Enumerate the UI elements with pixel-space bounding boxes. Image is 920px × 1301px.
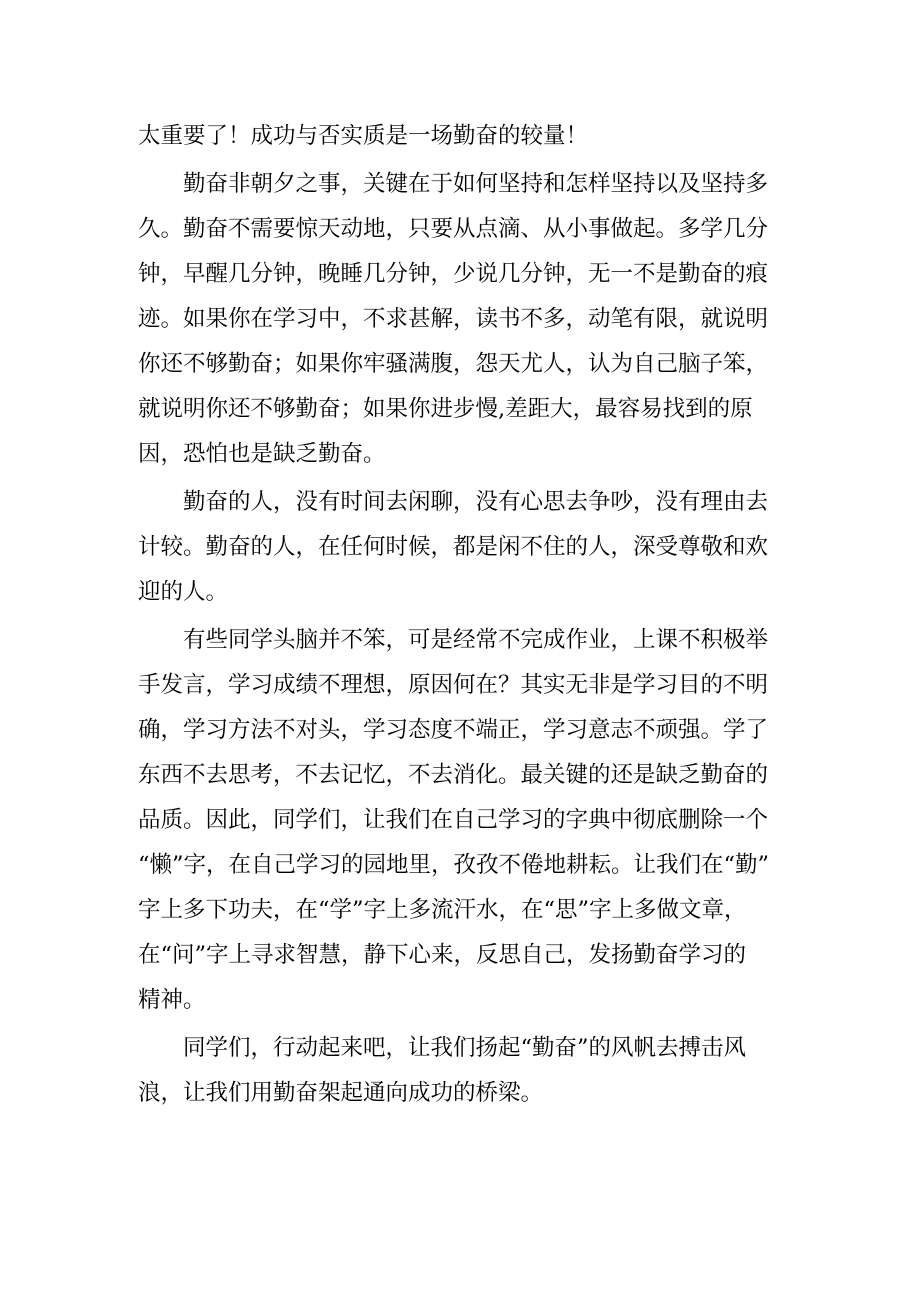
text-line: 钟，早醒几分钟，晚睡几分钟，少说几分钟，无一不是勤奋的痕 (138, 261, 769, 287)
text-line: 计较。勤奋的人，在任何时候，都是闲不住的人，深受尊敬和欢 (138, 534, 769, 560)
text-line: 迎的人。 (138, 579, 229, 605)
text-line: 因，恐怕也是缺乏勤奋。 (138, 441, 386, 467)
paragraph (138, 618, 788, 1023)
text-line: 精神。 (138, 987, 206, 1013)
text-line: “懒”字，在自己学习的园地里，孜孜不倦地耕耘。让我们在“勤” (138, 852, 770, 878)
text-line: 久。勤奋不需要惊天动地，只要从点滴、从小事做起。多学几分 (138, 216, 769, 242)
document-body (138, 114, 788, 1116)
text-line: 手发言，学习成绩不理想，原因何在？其实无非是学习目的不明 (138, 672, 769, 698)
text-line: 确，学习方法不对头，学习态度不端正，学习意志不顽强。学了 (138, 717, 769, 743)
text-line: 在“问”字上寻求智慧，静下心来，反思自己，发扬勤奋学习的 (138, 942, 747, 968)
text-line: 就说明你还不够勤奋；如果你进步慢,差距大，最容易找到的原 (138, 396, 753, 422)
text-line: 太重要了！成功与否实质是一场勤奋的较量！ (138, 123, 589, 149)
paragraph (138, 1026, 788, 1116)
text-line: 有些同学头脑并不笨，可是经常不完成作业，上课不积极举 (138, 627, 769, 653)
text-line: 字上多下功夫，在“学”字上多流汗水，在“思”字上多做文章， (138, 897, 747, 923)
text-line: 你还不够勤奋；如果你牢骚满腹，怨天尤人，认为自己脑子笨， (138, 351, 769, 377)
text-line: 品质。因此，同学们，让我们在自己学习的字典中彻底删除一个 (138, 807, 769, 833)
text-line: 东西不去思考，不去记忆，不去消化。最关键的还是缺乏勤奋的 (138, 762, 769, 788)
text-line: 勤奋的人，没有时间去闲聊，没有心思去争吵，没有理由去 (138, 489, 769, 515)
text-line: 勤奋非朝夕之事，关键在于如何坚持和怎样坚持以及坚持多 (138, 171, 769, 197)
paragraph (138, 114, 788, 159)
text-line: 浪，让我们用勤奋架起通向成功的桥梁。 (138, 1080, 544, 1106)
text-line: 同学们，行动起来吧，让我们扬起“勤奋”的风帆去搏击风 (138, 1035, 747, 1061)
paragraph (138, 162, 788, 477)
text-line: 迹。如果你在学习中，不求甚解，读书不多，动笔有限，就说明 (138, 306, 769, 332)
paragraph (138, 480, 788, 615)
